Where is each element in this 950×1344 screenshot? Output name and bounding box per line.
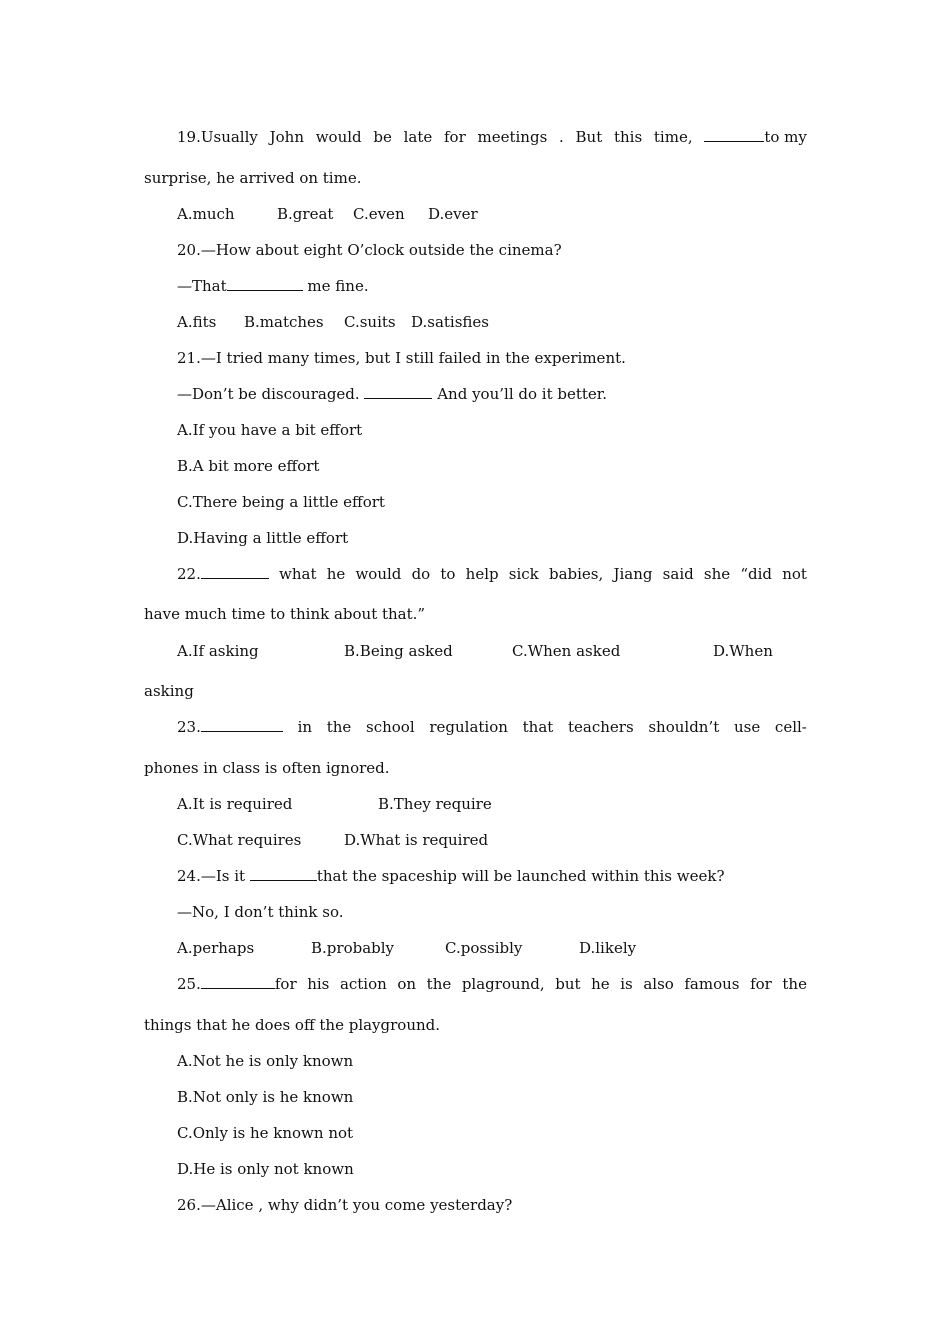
q22-option-a: A.If asking xyxy=(177,642,259,660)
q24-option-d: D.likely xyxy=(579,939,637,957)
q21-option-a: A.If you have a bit effort xyxy=(177,421,363,439)
q20-option-a: A.fits xyxy=(177,313,217,331)
q20-line2: —That me fine. xyxy=(177,277,369,295)
q21-option-c: C.There being a little effort xyxy=(177,493,385,511)
q19-option-a: A.much xyxy=(177,205,235,223)
q23-option-d: D.What is required xyxy=(344,831,489,849)
q25-option-d: D.He is only not known xyxy=(177,1160,354,1178)
q22-option-d: D.When xyxy=(713,642,773,660)
answer-blank[interactable] xyxy=(201,564,269,579)
q23-line1: 23. in the school regulation that teachers shouldn’t use cell- xyxy=(177,718,807,736)
q22-line1: 22. what he would do to help sick babies, Jiang said she “did not xyxy=(177,565,807,583)
q25-line2: things that he does off the playground. xyxy=(144,1016,441,1034)
answer-blank[interactable] xyxy=(201,974,275,989)
q25-option-a: A.Not he is only known xyxy=(177,1052,354,1070)
q21-line1: 21.—I tried many times, but I still failed in the experiment. xyxy=(177,349,626,367)
q24-option-a: A.perhaps xyxy=(177,939,255,957)
q23-option-b: B.They require xyxy=(378,795,492,813)
answer-blank[interactable] xyxy=(364,384,432,399)
q19-option-d: D.ever xyxy=(428,205,478,223)
answer-blank[interactable] xyxy=(227,276,303,291)
answer-blank[interactable] xyxy=(250,866,317,881)
q23-option-c: C.What requires xyxy=(177,831,302,849)
q21-option-b: B.A bit more effort xyxy=(177,457,320,475)
q25-option-c: C.Only is he known not xyxy=(177,1124,354,1142)
q23-line2: phones in class is often ignored. xyxy=(144,759,390,777)
q19-option-b: B.great xyxy=(277,205,334,223)
q20-line1: 20.—How about eight O’clock outside the cinema? xyxy=(177,241,562,259)
q19-option-c: C.even xyxy=(353,205,405,223)
q21-line2: —Don’t be discouraged. And you’ll do it better. xyxy=(177,385,608,403)
q22-option-b: B.Being asked xyxy=(344,642,453,660)
q21-option-d: D.Having a little effort xyxy=(177,529,349,547)
q20-option-b: B.matches xyxy=(244,313,324,331)
q24-line2: —No, I don’t think so. xyxy=(177,903,344,921)
q19-line2: surprise, he arrived on time. xyxy=(144,169,362,187)
q22-option-c: C.When asked xyxy=(512,642,621,660)
q20-option-c: C.suits xyxy=(344,313,396,331)
q26-line1: 26.—Alice , why didn’t you come yesterday? xyxy=(177,1196,513,1214)
answer-blank[interactable] xyxy=(201,717,283,732)
q22-option-d-wrap: asking xyxy=(144,682,194,700)
q24-line1: 24.—Is it that the spaceship will be launched within this week? xyxy=(177,867,725,885)
q24-option-c: C.possibly xyxy=(445,939,523,957)
q22-line2: have much time to think about that.” xyxy=(144,605,426,623)
q24-option-b: B.probably xyxy=(311,939,395,957)
q23-option-a: A.It is required xyxy=(177,795,293,813)
q25-option-b: B.Not only is he known xyxy=(177,1088,354,1106)
q20-option-d: D.satisfies xyxy=(411,313,490,331)
q25-line1: 25. for his action on the plaground, but he is also famous for the xyxy=(177,975,807,993)
q19-line1: 19.Usually John would be late for meetings . But this time, to my xyxy=(177,128,807,146)
answer-blank[interactable] xyxy=(704,127,764,142)
